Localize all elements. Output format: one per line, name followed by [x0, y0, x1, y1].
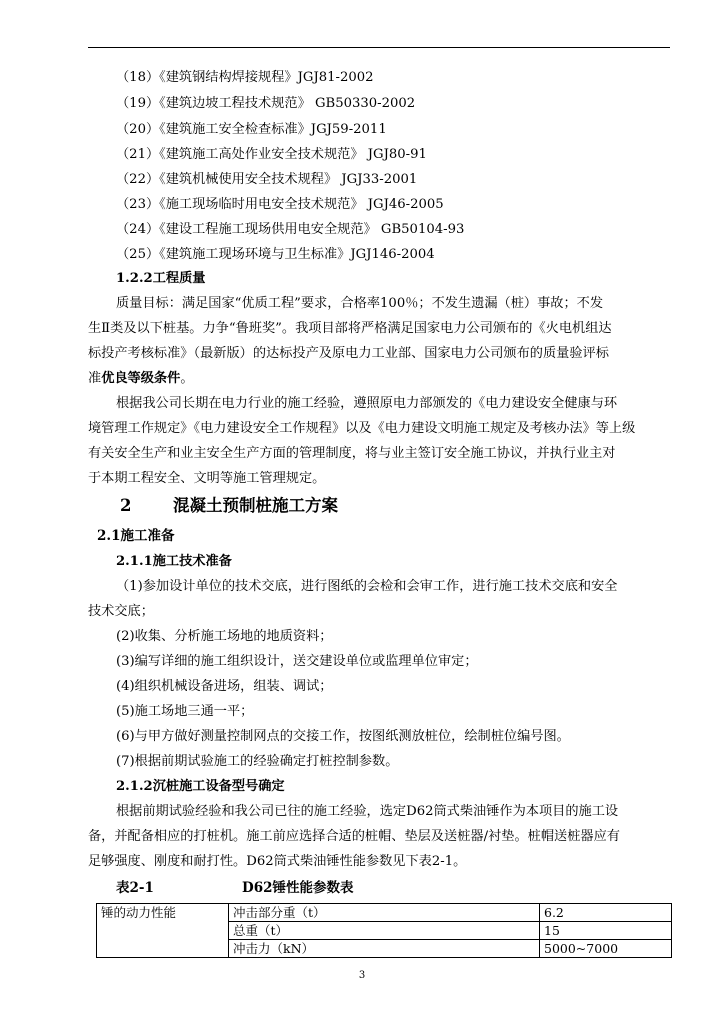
quality-paragraph-line: [88, 371, 194, 387]
standard-item: （18）《建筑钢结构焊接规程》JGJ81-2002: [116, 70, 374, 85]
quality-text: 。: [180, 371, 194, 386]
standard-item: （24）《建设工程施工现场供用电安全规范》 GB50104-93: [116, 222, 465, 237]
chapter-number: 2: [120, 496, 132, 515]
table-param-cell: 冲击力（kN）: [229, 940, 540, 958]
prep-item: (7)根据前期试验施工的经验确定打桩控制参数。: [116, 754, 399, 769]
standard-item: （21）《建筑施工高处作业安全技术规范》 JGJ80-91: [116, 147, 427, 162]
equipment-paragraph-line: 备，并配备相应的打桩机。施工前应选择合适的桩帽、垫层及送桩器/衬垫。桩帽送桩器应有: [88, 829, 620, 844]
safety-paragraph-line: 有关安全生产和业主安全生产方面的管理制度，将与业主签订安全施工协议，并执行业主对: [88, 446, 616, 461]
prep-item: (2)收集、分析施工场地的地质资料；: [116, 629, 333, 644]
quality-paragraph-line: 质量目标：满足国家“优质工程”要求，合格率100％；不发生遗漏（桩）事故；不发: [116, 296, 604, 311]
equipment-paragraph-line: 足够强度、刚度和耐打性。D62筒式柴油锤性能参数见下表2-1。: [88, 854, 467, 869]
standard-item: （23）《施工现场临时用电安全技术规范》 JGJ46-2005: [116, 197, 444, 212]
table-param-cell: 冲击部分重（t）: [229, 904, 540, 922]
safety-paragraph-line: 于本期工程安全、文明等施工管理规定。: [88, 471, 326, 486]
quality-paragraph-line: 标投产考核标准》（最新版）的达标投产及原电力工业部、国家电力公司颁布的质量验评标: [88, 346, 609, 361]
safety-paragraph-line: 境管理工作规定》《电力建设安全工作规程》以及《电力建设文明施工规定及考核办法》等上级: [88, 421, 636, 436]
section-heading: 2.1施工准备: [97, 528, 175, 544]
table-param-cell: 总重（t）: [229, 922, 540, 940]
quality-emphasis: 优良等级条件: [101, 371, 181, 386]
prep-item: 技术交底；: [88, 604, 154, 619]
standard-item: （22）《建筑机械使用安全技术规程》 JGJ33-2001: [116, 172, 418, 187]
quality-paragraph-line: 生Ⅱ类及以下桩基。力争“鲁班奖”。我项目部将严格满足国家电力公司颁布的《火电机组达: [88, 321, 612, 336]
chapter-title: 混凝土预制桩施工方案: [173, 496, 338, 515]
safety-paragraph-line: 根据我公司长期在电力行业的施工经验，遵照原电力部颁发的《电力建设安全健康与环: [116, 396, 618, 411]
prep-item: (3)编写详细的施工组织设计，送交建设单位或监理单位审定；: [116, 654, 478, 669]
standard-item: （20）《建筑施工安全检查标准》JGJ59-2011: [116, 122, 387, 137]
table-row: [97, 904, 672, 922]
subsection-heading: 2.1.2沉桩施工设备型号确定: [116, 779, 285, 794]
prep-item: (6)与甲方做好测量控制网点的交接工作，按图纸测放桩位，绘制桩位编号图。: [116, 729, 570, 744]
table-label: 表2-1: [116, 880, 154, 896]
table-value-cell: 5000~7000: [540, 940, 672, 958]
quality-text: 准: [88, 371, 102, 386]
table-group-cell: 锤的动力性能: [97, 904, 229, 958]
quality-heading: 1.2.2工程质量: [116, 271, 206, 286]
subsection-heading: 2.1.1施工技术准备: [116, 554, 232, 569]
hammer-spec-table: [96, 903, 672, 958]
prep-item: (4)组织机械设备进场，组装、调试；: [116, 679, 333, 694]
standard-item: （19）《建筑边坡工程技术规范》 GB50330-2002: [116, 96, 416, 111]
page-number: 3: [358, 970, 366, 981]
header-rule: [88, 47, 670, 48]
prep-item: (5)施工场地三通一平；: [116, 704, 254, 719]
table-value-cell: 6.2: [540, 904, 672, 922]
prep-item: （1)参加设计单位的技术交底，进行图纸的会检和会审工作，进行施工技术交底和安全: [116, 579, 618, 594]
table-title: D62锤性能参数表: [242, 880, 354, 896]
standard-item: （25）《建筑施工现场环境与卫生标准》JGJ146-2004: [116, 247, 435, 262]
equipment-paragraph-line: 根据前期试验经验和我公司已往的施工经验，选定D62筒式柴油锤作为本项目的施工设: [116, 804, 619, 819]
table-value-cell: 15: [540, 922, 672, 940]
